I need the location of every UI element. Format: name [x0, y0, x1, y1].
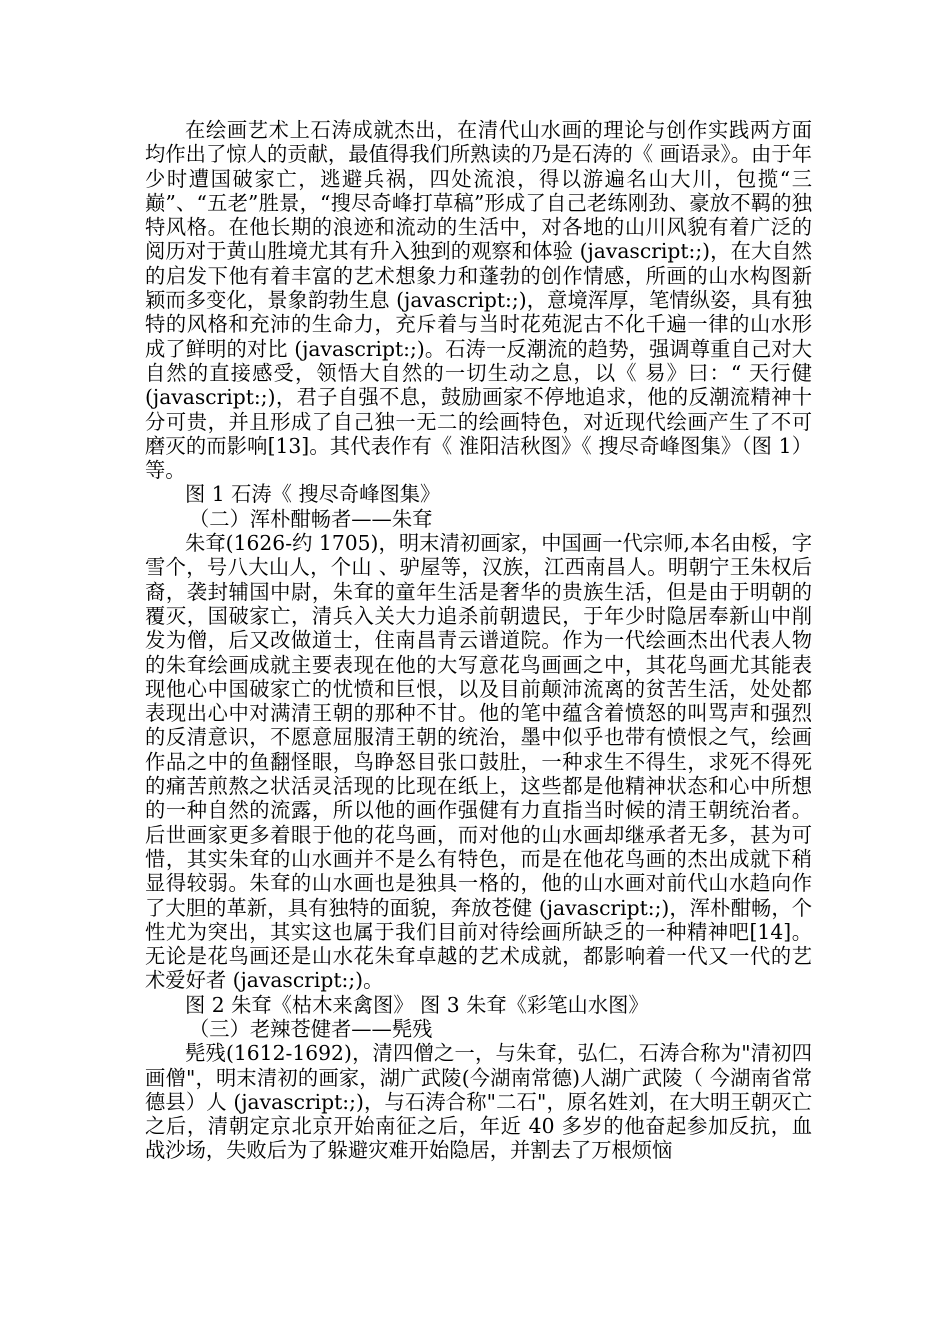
- paragraph-kuncan: 髡残(1612-1692)，清四僧之一，与朱耷，弘仁，石涛合称为"清初四画僧"，明末清初的画家，湖广武陵(今湖南常德)人湖广武陵（ 今湖南省常德县）人 (javascript:;)，与石涛合称"二石"，原名姓刘，在大明王朝灭亡之后，清朝定京北京开始南征之后，年近 40 多岁的他奋起参加反抗，血战沙场，失败后为了躲避灾难开始隐居，并割去了万根烦恼: [145, 1041, 812, 1163]
- paragraph-shitao: 在绘画艺术上石涛成就杰出，在清代山水画的理论与创作实践两方面均作出了惊人的贡献，最值得我们所熟读的乃是石涛的《 画语录》。由于年少时遭国破家亡，逃避兵祸，四处流浪，得以游遍名山大川，包揽“三巅”、“五老”胜景，“搜尽奇峰打草稿”形成了自己老练刚劲、豪放不羁的独特风格。在他长期的浪迹和流动的生活中，对各地的山川风貌有着广泛的阅历对于黄山胜境尤其有升入独到的观察和体验 (javascript:;)，在大自然的启发下他有着丰富的艺术想象力和蓬勃的创作情感，所画的山水构图新颖而多变化，景象韵勃生息 (javascript:;)，意境浑厚，笔情纵姿，具有独特的风格和充沛的生命力，充斥着与当时花苑泥古不化千遍一律的山水形成了鲜明的对比 (javascript:;)。石涛一反潮流的趋势，强调尊重自己对大自然的直接感受，领悟大自然的一切生动之息，以《 易》曰：“ 天行健 (javascript:;)，君子自强不息，鼓励画家不停地追求，他的反潮流精神十分可贵，并且形成了自己独一无二的绘画特色，对近现代绘画产生了不可磨灭的而影响[13]。其代表作有《 淮阳洁秋图》《 搜尽奇峰图集》（图 1）等。: [145, 118, 812, 483]
- figure-caption-1: 图 1 石涛《 搜尽奇峰图集》: [185, 482, 441, 507]
- document-page: [145, 118, 812, 1163]
- figure-caption-2-3: 图 2 朱耷《枯木来禽图》 图 3 朱耷《彩笔山水图》: [185, 992, 649, 1017]
- section-heading-kuncan: （三）老辣苍健者——髡残: [189, 1016, 433, 1041]
- section-heading-zhuda: （二）浑朴酣畅者——朱耷: [189, 506, 433, 531]
- paragraph-zhuda: 朱耷(1626-约 1705)，明末清初画家，中国画一代宗师,本名由桵，字雪个，号八大山人，个山 、驴屋等，汉族，江西南昌人。明朝宁王朱权后裔，袭封辅国中尉，朱耷的童年生活是奢华的贵族生活，但是由于明朝的覆灭，国破家亡，清兵入关大力追杀前朝遗民，于年少时隐居奉新山中削发为僧，后又改做道士，住南昌青云谱道院。作为一代绘画杰出代表人物的朱耷绘画成就主要表现在他的大写意花鸟画画之中，其花鸟画尤其能表现他心中国破家亡的忧愤和巨恨，以及目前颠沛流离的贫苦生活，处处都表现出心中对满清王朝的那种不甘。他的笔中蕴含着愤怒的叫骂声和强烈的反清意识，不愿意屈服清王朝的统治，墨中似乎也带有愤恨之气，绘画作品之中的鱼翻怪眼，鸟睁怒目张口鼓肚，一种求生不得生，求死不得死的痛苦煎熬之状活灵活现的比现在纸上，这些都是他精神状态和心中所想的一种自然的流露，所以他的画作强健有力直指当时候的清王朝统治者。后世画家更多着眼于他的花鸟画，而对他的山水画却继承者无多，甚为可惜，其实朱耷的山水画并不是么有特色，而是在他花鸟画的杰出成就下稍显得较弱。朱耷的山水画也是独具一格的，他的山水画对前代山水趋向作了大胆的革新，具有独特的面貌，奔放苍健 (javascript:;)，浑朴酣畅，个性尤为突出，其实这也属于我们目前对待绘画所缺乏的一种精神吧[14]。无论是花鸟画还是山水花朱耷卓越的艺术成就，都影响着一代又一代的艺术爱好者 (javascript:;)。: [145, 531, 812, 993]
